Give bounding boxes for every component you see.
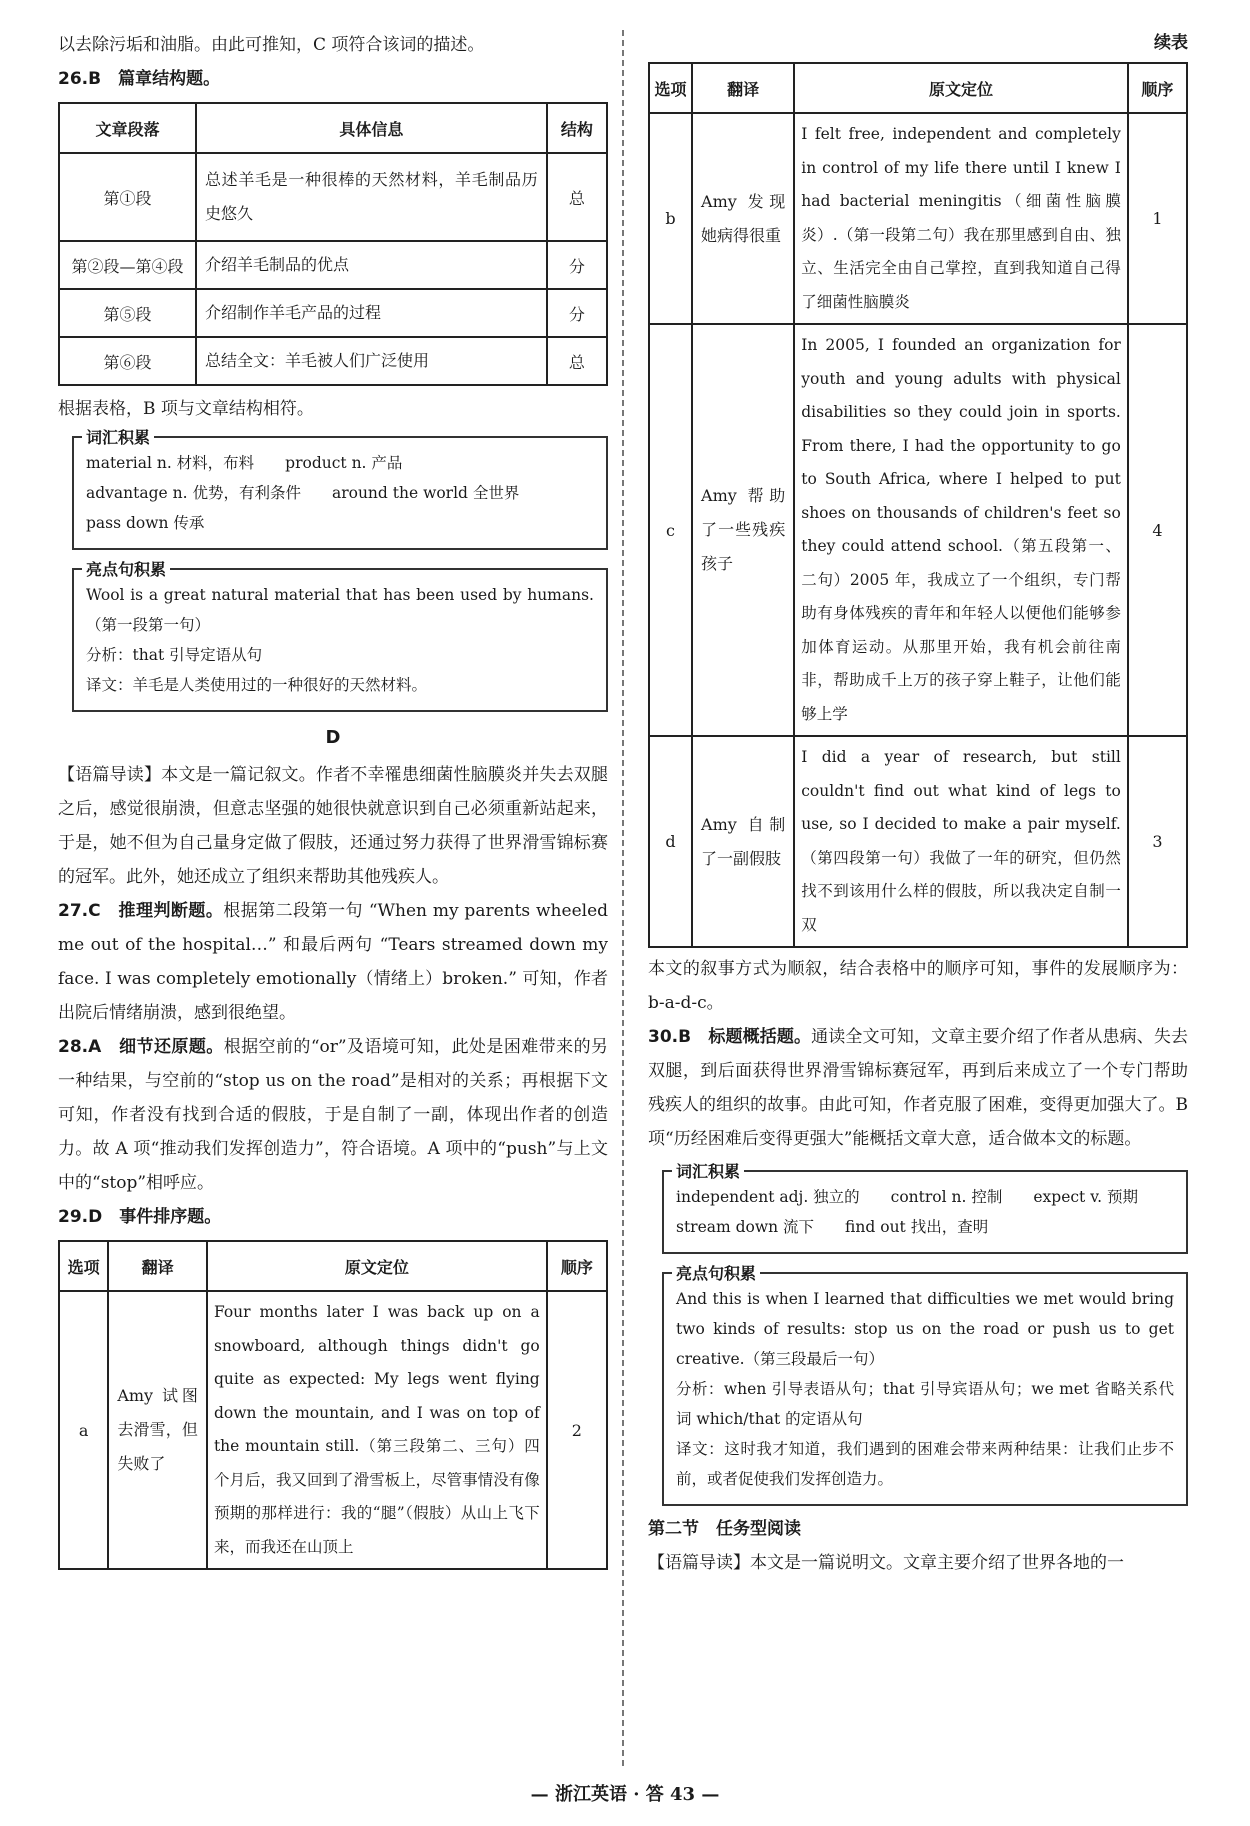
table-cell: 介绍羊毛制品的优点 xyxy=(196,241,547,289)
sentence-line: Wool is a great natural material that has been used by humans.（第一段第一句） xyxy=(86,586,594,634)
column-divider xyxy=(622,30,624,1766)
row-location: I felt free, independent and completely in control of my life there until I knew I had bacterial meningitis（细菌性脑膜炎）.（第一段第二句）我在那里感到自由、独立、生活完全由自己掌控，直到我知道自己得了细菌性脑膜炎 xyxy=(794,113,1128,324)
guide-section-2: 【语篇导读】本文是一篇说明文。文章主要介绍了世界各地的一 xyxy=(648,1553,1124,1573)
section-d-title: D xyxy=(325,727,341,748)
vocab-box-30 xyxy=(662,1162,1188,1254)
table-cell: 总述羊毛是一种很棒的天然材料，羊毛制品历史悠久 xyxy=(196,153,547,241)
sentence-line: 分析：that 引导定语从句 xyxy=(86,646,263,664)
row-translation: Amy 帮助了一些残疾孩子 xyxy=(692,324,794,736)
q26-th-info: 具体信息 xyxy=(196,103,547,153)
table-cell: 分 xyxy=(547,241,607,289)
q28-body: 根据空前的“or”及语境可知，此处是困难带来的另一种结果，与空前的“stop us on the road”是相对的关系；再根据下文可知，作者没有找到合适的假肢，于是自制了一副，体现出作者的创造力。故 A 项“推动我们发挥创造力”，符合语境。A 项中的“push”与上文中的“stop”相呼应。 xyxy=(58,1037,608,1193)
row-location: In 2005, I founded an organization for youth and young adults with physical disabilities so they could join in sports. From there, I had the opportunity to go to South Africa, where I helped to put shoes on thousands of children's feet so they could attend school.（第五段第一、二句）2005 年，我成立了一个组织，专门帮助有身体残疾的青年和年轻人以便他们能够参加体育运动。从那里开始，我有机会前往南非，帮助成千上万的孩子穿上鞋子，让他们能够上学 xyxy=(794,324,1128,736)
vocab-line: pass down 传承 xyxy=(86,514,205,532)
row-option: c xyxy=(649,324,692,736)
q26-th-struct: 结构 xyxy=(547,103,607,153)
table-cell: 第⑤段 xyxy=(59,289,196,337)
q27-head: 27.C 推理判断题。 xyxy=(58,901,224,921)
q29c-th-opt: 选项 xyxy=(649,63,692,113)
row-option: b xyxy=(649,113,692,324)
table-cell: 第①段 xyxy=(59,153,196,241)
q29-table-continued xyxy=(648,62,1188,948)
vocab-line: advantage n. 优势，有利条件 around the world 全世界 xyxy=(86,484,520,502)
q30 xyxy=(648,1020,1188,1156)
q27 xyxy=(58,894,608,1030)
q29c-th-loc: 原文定位 xyxy=(794,63,1128,113)
q26-structure-table xyxy=(58,102,608,386)
q29-head: 29.D 事件排序题。 xyxy=(58,1207,222,1227)
page-footer: — 浙江英语 · 答 43 — xyxy=(530,1784,720,1805)
row-translation: Amy 自制了一副假肢 xyxy=(692,736,794,947)
right-column xyxy=(648,28,1188,1580)
q26-after: 根据表格，B 项与文章结构相符。 xyxy=(58,399,314,419)
vocab-box-26 xyxy=(72,428,608,550)
guide-d: 【语篇导读】本文是一篇记叙文。作者不幸罹患细菌性脑膜炎并失去双腿之后，感觉很崩溃，但意志坚强的她很快就意识到自己必须重新站起来，于是，她不但为自己量身定做了假肢，还通过努力获得了世界滑雪锦标赛的冠军。此外，她还成立了组织来帮助其他残疾人。 xyxy=(58,765,608,887)
row-location: Four months later I was back up on a snowboard, although things didn't go quite as expected: My legs went flying down the mountain, and I was on top of the mountain still.（第三段第二、三句）四个月后，我又回到了滑雪板上，尽管事情没有像预期的那样进行：我的“腿”（假肢）从山上飞下来，而我还在山顶上 xyxy=(207,1291,547,1569)
q28 xyxy=(58,1030,608,1200)
top-line: 以去除污垢和油脂。由此可推知，C 项符合该词的描述。 xyxy=(58,35,485,55)
vocab-title: 词汇积累 xyxy=(672,1159,744,1182)
table-cell: 总结全文：羊毛被人们广泛使用 xyxy=(196,337,547,385)
q28-head: 28.A 细节还原题。 xyxy=(58,1037,224,1057)
sentence-title: 亮点句积累 xyxy=(672,1261,760,1284)
table-cell: 总 xyxy=(547,153,607,241)
q29-th-opt: 选项 xyxy=(59,1241,108,1291)
q26-th-para: 文章段落 xyxy=(59,103,196,153)
table-cell: 总 xyxy=(547,337,607,385)
table-cell: 介绍制作羊毛产品的过程 xyxy=(196,289,547,337)
q30-body: 通读全文可知，文章主要介绍了作者从患病、失去双腿，到后面获得世界滑雪锦标赛冠军，再到后来成立了一个专门帮助残疾人的组织的故事。由此可知，作者克服了困难，变得更加强大了。B 项“历经困难后变得更强大”能概括文章大意，适合做本文的标题。 xyxy=(648,1027,1188,1149)
row-location: I did a year of research, but still couldn't find out what kind of legs to use, so I decided to make a pair myself.（第四段第一句）我做了一年的研究，但仍然找不到该用什么样的假肢，所以我决定自制一双 xyxy=(794,736,1128,947)
section-2-title: 第二节 任务型阅读 xyxy=(648,1519,801,1539)
row-order: 3 xyxy=(1128,736,1187,947)
table-cell: 第⑥段 xyxy=(59,337,196,385)
sentence-line: And this is when I learned that difficulties we met would bring two kinds of results: stop us on the road or push us to get creative.（第三段最后一句） xyxy=(676,1290,1174,1368)
row-translation: Amy 试图去滑雪，但失败了 xyxy=(108,1291,207,1569)
table-cell: 分 xyxy=(547,289,607,337)
row-order: 4 xyxy=(1128,324,1187,736)
q29-th-trans: 翻译 xyxy=(108,1241,207,1291)
q30-head: 30.B 标题概括题。 xyxy=(648,1027,812,1047)
sentence-title: 亮点句积累 xyxy=(82,557,170,580)
q29-th-loc: 原文定位 xyxy=(207,1241,547,1291)
vocab-line: stream down 流下 find out 找出，查明 xyxy=(676,1218,989,1236)
vocab-title: 词汇积累 xyxy=(82,425,154,448)
q29-table xyxy=(58,1240,608,1570)
after-q29: 本文的叙事方式为顺叙，结合表格中的顺序可知，事件的发展顺序为：b-a-d-c。 xyxy=(648,959,1188,1013)
row-order: 2 xyxy=(547,1291,607,1569)
sentence-line: 译文：羊毛是人类使用过的一种很好的天然材料。 xyxy=(86,676,428,694)
vocab-line: independent adj. 独立的 control n. 控制 expect v. 预期 xyxy=(676,1188,1138,1206)
sentence-box-30 xyxy=(662,1264,1188,1506)
q29-th-order: 顺序 xyxy=(547,1241,607,1291)
q29c-th-trans: 翻译 xyxy=(692,63,794,113)
row-option: a xyxy=(59,1291,108,1569)
row-option: d xyxy=(649,736,692,947)
sentence-line: 译文：这时我才知道，我们遇到的困难会带来两种结果：让我们止步不前，或者促使我们发挥创造力。 xyxy=(676,1440,1174,1488)
sentence-box-26 xyxy=(72,560,608,712)
row-order: 1 xyxy=(1128,113,1187,324)
table-cell: 第②段—第④段 xyxy=(59,241,196,289)
continued-label: 续表 xyxy=(1154,33,1188,53)
q29c-th-order: 顺序 xyxy=(1128,63,1187,113)
q27-body: 根据第二段第一句 “When my parents wheeled me out of the hospital…” 和最后两句 “Tears streamed down my face. I was completely emotionally（情绪上）broken.” 可知，作者出院后情绪崩溃，感到很绝望。 xyxy=(58,901,609,1023)
vocab-line: material n. 材料，布料 product n. 产品 xyxy=(86,454,403,472)
left-column xyxy=(58,28,608,1570)
sentence-line: 分析：when 引导表语从句；that 引导宾语从句；we met 省略关系代词 which/that 的定语从句 xyxy=(676,1380,1174,1428)
row-translation: Amy 发现她病得很重 xyxy=(692,113,794,324)
q26-head: 26.B 篇章结构题。 xyxy=(58,69,221,89)
